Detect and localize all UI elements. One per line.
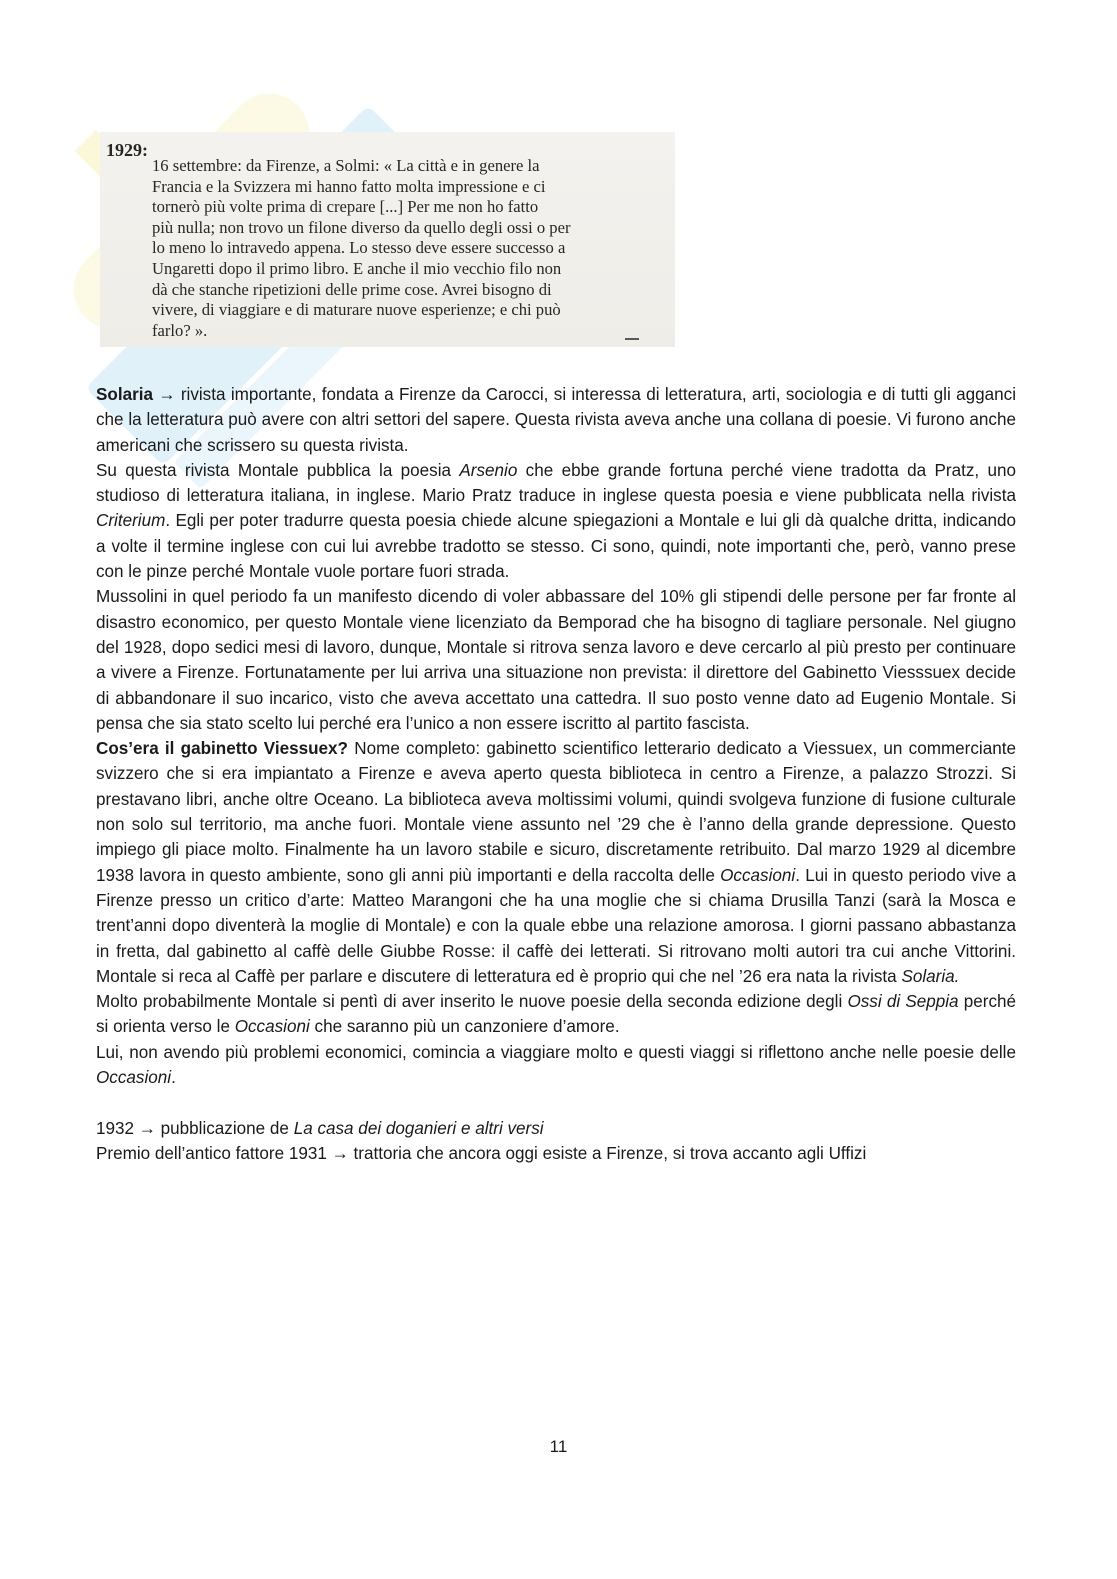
arrow-icon: → <box>331 1143 349 1163</box>
title-ossi-di-seppia: Ossi di Seppia <box>847 992 959 1012</box>
excerpt-line: più nulla; non trovo un filone diverso da quello degli ossi o per <box>152 217 571 237</box>
title-occasioni: Occasioni <box>96 1068 172 1088</box>
page-number: 11 <box>549 1437 568 1456</box>
year-1932: 1932 <box>96 1118 135 1138</box>
paragraph-ossi <box>96 989 1016 1040</box>
excerpt-line: lo meno lo intravedo appena. Lo stesso deve essere successo a <box>152 238 566 258</box>
paragraph-text: trattoria che ancora oggi esiste a Firenze, si trova accanto agli Uffizi <box>348 1143 867 1163</box>
scan-mark <box>625 338 639 340</box>
paragraph-premio <box>96 1141 1016 1166</box>
excerpt-line: dà che stanche ripetizioni delle prime cose. Avrei bisogno di <box>152 279 552 299</box>
excerpt-line: farlo? ». <box>152 320 208 340</box>
excerpt-year: 1929: <box>106 140 148 160</box>
title-occasioni: Occasioni <box>234 1017 310 1037</box>
body-text <box>96 382 1016 1166</box>
paragraph-solaria <box>96 382 1016 458</box>
paragraph-text: che ebbe grande fortuna perché viene tradotta da Pratz, uno studioso di letteratura italiana, in inglese. Mario Pratz traduce in inglese questa poesia e viene pubblicata nella rivista <box>96 460 1016 506</box>
arrow-icon: → <box>138 1118 156 1138</box>
title-criterium: Criterium <box>96 511 166 531</box>
paragraph-text: Su questa rivista Montale pubblica la poesia <box>96 460 460 480</box>
paragraph-text: rivista importante, fondata a Firenze da Carocci, si interessa di letteratura, arti, sociologia e di tutti gli agganci che la letteratura può avere con altri settori del sapere. Questa rivista aveva anche una collana di poesie. Vi furono anche americani che scrissero su questa rivista. <box>96 385 1016 455</box>
paragraph-arsenio <box>96 458 1016 584</box>
title-occasioni: Occasioni <box>720 865 796 885</box>
paragraph-text: Nome completo: gabinetto scientifico letterario dedicato a Viessuex, un commerciante svizzero che si era impiantato a Firenze e aveva aperto questa biblioteca in centro a Firenze, a palazzo Strozzi. Si prestavano libri, anche oltre Oceano. La biblioteca aveva moltissimi volumi, quindi svolgeva funzione di fusione culturale non solo sul territorio, ma anche fuori. Montale viene assunto nel ’29 che è l’anno della grande depressione. Questo impiego gli piace molto. Finalmente ha un lavoro stabile e sicuro, discretamente retribuito. Dal marzo 1929 al dicembre 1938 lavora in questo ambiente, sono gli anni più importanti e della raccolta delle <box>96 739 1016 885</box>
paragraph-text: pubblicazione de <box>155 1118 294 1138</box>
paragraph-text: Premio dell’antico fattore 1931 <box>96 1143 332 1163</box>
excerpt-line: Ungaretti dopo il primo libro. E anche il mio vecchio filo non <box>152 258 562 278</box>
paragraph-text: . <box>171 1068 176 1088</box>
excerpt-line: tornerò più volte prima di crepare [...] Per me non ho fatto <box>152 197 539 217</box>
excerpt-line: 16 settembre: da Firenze, a Solmi: « La città e in genere la <box>152 156 540 175</box>
question-gabinetto: Cos’era il gabinetto Viessuex? <box>96 739 349 759</box>
excerpt-quote <box>152 156 667 341</box>
paragraph-text: perché si orienta verso le <box>96 992 1017 1037</box>
paragraph-viaggi <box>96 1040 1016 1091</box>
title-casa-doganieri: La casa dei doganieri e altri versi <box>293 1118 544 1138</box>
title-arsenio: Arsenio <box>459 460 518 480</box>
paragraph-text: . Lui in questo periodo vive a Firenze presso un critico d’arte: Matteo Marangoni che ha una moglie che si chiama Drusilla Tanzi (sarà la Mosca e trent’anni dopo diventerà la moglie di Montale) e con la quale ebbe una relazione amorosa. I giorni passano abbastanza in fretta, dal gabinetto al caffè delle Giubbe Rosse: il caffè dei letterati. Si ritrovano molti autori tra cui anche Vittorini. Montale si reca al Caffè per parlare e discutere di letteratura ed è proprio qui che nel ’26 era nata la rivista <box>96 865 1016 986</box>
paragraph-text: Lui, non avendo più problemi economici, comincia a viaggiare molto e questi viaggi si riflettono anche nelle poesie delle <box>96 1042 1016 1062</box>
paragraph-gabinetto <box>96 736 1016 989</box>
scanned-excerpt-image <box>100 132 675 347</box>
paragraph-text: Molto probabilmente Montale si pentì di aver inserito le nuove poesie della seconda edizione degli <box>96 992 848 1012</box>
excerpt-line: Francia e la Svizzera mi hanno fatto molta impressione e ci <box>152 176 546 196</box>
paragraph-mussolini: Mussolini in quel periodo fa un manifesto dicendo di voler abbassare del 10% gli stipendi delle persone per far fronte al disastro economico, per questo Montale viene licenziato da Bemporad che ha bisogno di tagliare personale. Nel giugno del 1928, dopo sedici mesi di lavoro, dunque, Montale si ritrova senza lavoro e deve cercarlo al più presto per continuare a vivere a Firenze. Fortunatamente per lui arriva una situazione non prevista: il direttore del Gabinetto Viesssuex decide di abbandonare il suo incarico, visto che aveva accettato una cattedra. Il suo posto venne dato ad Eugenio Montale. Si pensa che sia stato scelto lui perché era l’unico a non essere iscritto al partito fascista. <box>96 587 1016 733</box>
excerpt-line: vivere, di viaggiare e di maturare nuove esperienze; e chi può <box>152 300 561 320</box>
paragraph-text: . Egli per poter tradurre questa poesia chiede alcune spiegazioni a Montale e lui gli dà qualche dritta, indicando a volte il termine inglese con cui lui avrebbe tradotto se stesso. Ci sono, quindi, note importanti che, però, vanno prese con le pinze perché Montale vuole portare fuori strada. <box>96 511 1016 582</box>
title-solaria: Solaria. <box>901 966 960 986</box>
paragraph-text: che saranno più un canzoniere d’amore. <box>309 1017 620 1037</box>
term-solaria: Solaria <box>96 385 154 404</box>
arrow-icon: → <box>158 385 176 404</box>
paragraph-1932 <box>96 1116 1016 1141</box>
